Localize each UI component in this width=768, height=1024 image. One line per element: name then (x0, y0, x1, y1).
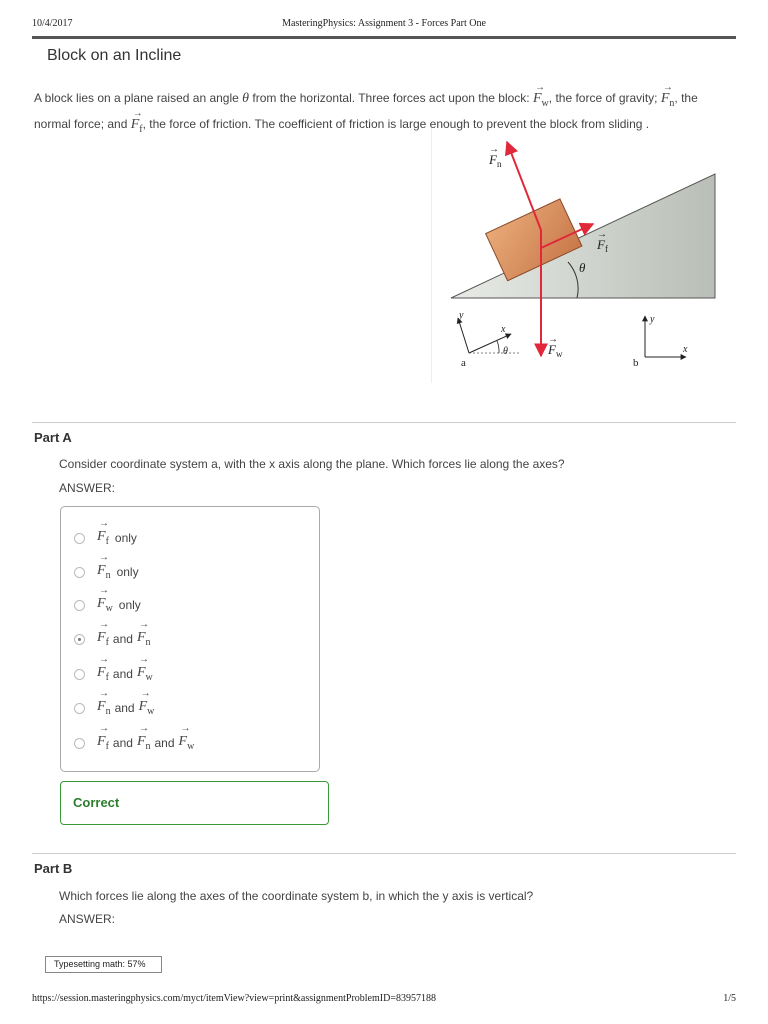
label-ff: $F_f$ (597, 237, 608, 254)
coord-system-b (633, 314, 688, 369)
and-label: and (154, 736, 175, 750)
vector-fw: → $F_w$ (179, 734, 195, 752)
svg-text:y: y (650, 314, 655, 325)
label-theta: θ (579, 260, 586, 275)
and-label: and (114, 701, 135, 715)
radio-button-selected[interactable] (74, 634, 85, 645)
label-fn-arrow: → (489, 144, 499, 155)
theta-symbol: θ (242, 91, 250, 106)
answer-option[interactable] (74, 628, 151, 650)
intro-text-2: from the horizontal. Three forces act upon the block: (249, 91, 533, 105)
separator (32, 422, 736, 423)
vector-fn: → $F_n$ (661, 88, 675, 114)
and-label: and (112, 667, 133, 681)
intro-text-3: , the force of gravity; (548, 91, 661, 105)
answer-option[interactable] (74, 697, 154, 719)
radio-button[interactable] (74, 669, 85, 680)
radio-button[interactable] (74, 533, 85, 544)
svg-text:b: b (633, 357, 639, 369)
part-a-answer-label: ANSWER: (59, 481, 116, 495)
svg-text:x: x (501, 324, 506, 335)
option-suffix: only (116, 565, 139, 579)
page-title: Block on an Incline (47, 47, 182, 64)
part-a-title: Part A (34, 430, 72, 445)
intro-text-4: , the normal force; and (34, 91, 698, 131)
vector-fn: → $F_n$ (137, 734, 151, 752)
answer-option[interactable] (74, 594, 141, 616)
answer-choices (60, 506, 320, 772)
answer-option[interactable] (74, 527, 137, 549)
label-fn: $F_n$ (489, 152, 502, 169)
option-suffix: only (118, 598, 141, 612)
vector-ff: → $F_f$ (97, 734, 109, 752)
separator (32, 853, 736, 854)
vector-ff: → $F_f$ (97, 630, 109, 648)
and-label: and (112, 632, 133, 646)
part-b-title: Part B (34, 861, 73, 876)
label-fw: $F_w$ (548, 342, 563, 359)
print-title: MasteringPhysics: Assignment 3 - Forces Part One (282, 18, 486, 29)
page-number: 1/5 (723, 993, 736, 1004)
answer-option[interactable] (74, 732, 194, 754)
vector-fw: → $F_w$ (137, 665, 153, 683)
typesetting-status: Typesetting math: 57% (45, 956, 162, 973)
part-b-question: Which forces lie along the axes of the coordinate system b, in which the y axis is vertical? (59, 889, 534, 903)
svg-text:θ: θ (503, 346, 508, 357)
radio-button[interactable] (74, 738, 85, 749)
vector-fn: → $F_n$ (97, 699, 111, 717)
svg-text:x: x (683, 344, 688, 355)
vector-fw: → $F_w$ (139, 699, 155, 717)
radio-button[interactable] (74, 703, 85, 714)
coord-system-a (458, 310, 519, 369)
option-suffix: only (114, 531, 137, 545)
radio-button[interactable] (74, 600, 85, 611)
vector-ff: → $F_f$ (131, 114, 143, 140)
vector-ff: → $F_f$ (97, 665, 109, 683)
footer-url: https://session.masteringphysics.com/myct/itemView?view=print&assignmentProblemID=83957188 (32, 993, 436, 1004)
label-fw-arrow: → (548, 334, 558, 345)
print-date: 10/4/2017 (32, 18, 73, 29)
svg-text:y: y (459, 310, 464, 321)
vector-fw: → $F_w$ (97, 596, 113, 614)
radio-button[interactable] (74, 567, 85, 578)
intro-text-1: A block lies on a plane raised an angle (34, 91, 243, 105)
vector-fn: → $F_n$ (137, 630, 151, 648)
intro-text-5: , the force of friction. The coefficient of friction is large enough to prevent the block from sliding . (142, 116, 650, 131)
vector-fw: → $F_w$ (533, 88, 549, 114)
part-b-answer-label: ANSWER: (59, 912, 116, 926)
header-rule (32, 36, 736, 39)
incline-figure (431, 128, 735, 383)
part-a-question: Consider coordinate system a, with the x axis along the plane. Which forces lie along the axes? (59, 457, 565, 471)
answer-option[interactable] (74, 561, 139, 583)
label-ff-arrow: → (597, 229, 607, 240)
answer-option[interactable] (74, 663, 153, 685)
feedback-correct: Correct (60, 781, 329, 825)
vector-fn: → $F_n$ (97, 563, 111, 581)
and-label: and (112, 736, 133, 750)
svg-text:a: a (461, 357, 466, 369)
vector-ff: → $F_f$ (97, 529, 109, 547)
